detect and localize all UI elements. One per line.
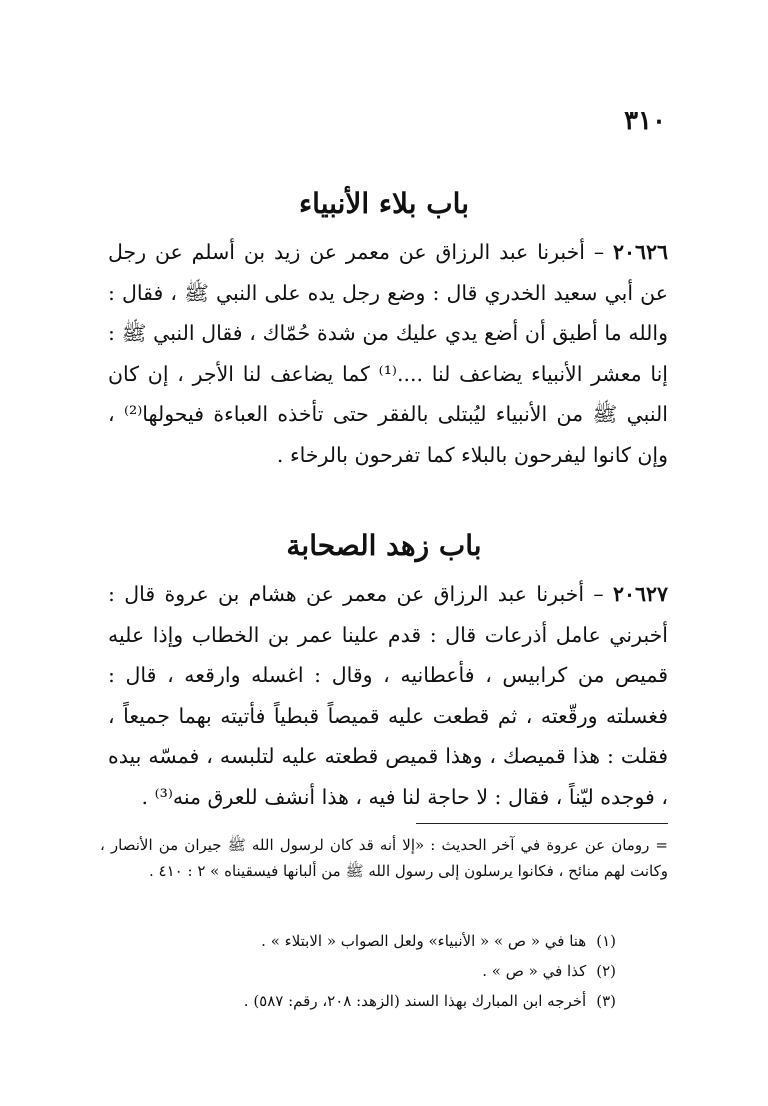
hadith-text: – أخبرنا عبد الرزاق عن معمر عن زيد بن أسلم عن رجل عن أبي سعيد الخدري قال : وضع رجل يده على النبي ﷺ ، فقال : والله ما أطيق أن أضع يدي عليك من شدة حُمّاك ، فقال النبي ﷺ : إنا معشر الأنبياء يضاعف لنا ....⁽¹⁾ كما يضاعف لنا الأجر ، إن كان النبي ﷺ من الأنبياء ليُبتلى بالفقر حتى تأخذه العباءة فيحولها⁽²⁾ ، وإن كانوا ليفرحون بالبلاء كما تفرحون بالرخاء . xyxy=(108,240,668,467)
footnote-item xyxy=(116,956,616,986)
hadith-paragraph xyxy=(108,574,668,817)
footnote-divider xyxy=(416,823,668,824)
footnote-text: أخرجه ابن المبارك بهذا السند (الزهد: ٢٠٨، رقم: ٥٨٧) . xyxy=(243,992,587,1010)
footnote-marker: (٣) xyxy=(596,992,616,1010)
footnote-list xyxy=(116,926,616,1016)
footnote-text: كذا في « ص » . xyxy=(482,962,587,980)
footnote-item xyxy=(116,926,616,956)
hadith-number: ٢٠٦٢٦ xyxy=(612,240,668,264)
footnote-text: هنا في « ص » « الأنبياء» ولعل الصواب « الابتلاء » . xyxy=(261,932,587,950)
footnote-item xyxy=(116,986,616,1016)
page-number: ٣١٠ xyxy=(624,106,666,136)
hadith-text: – أخبرنا عبد الرزاق عن معمر عن هشام بن عروة قال : أخبرني عامل أذرعات قال : قدم علينا عمر بن الخطاب وإذا عليه قميص من كرابيس ، فأعطانيه ، وقال : اغسله وارقعه ، قال : فغسلته ورقّعته ، ثم قطعت عليه قميصاً قبطياً فأتيته بهما جميعاً ، فقلت : هذا قميصك ، وهذا قميص قطعته عليه لتلبسه ، فمسّه بيده ، فوجده ليّناً ، فقال : لا حاجة لنا فيه ، هذا أنشف للعرق منه⁽³⁾ . xyxy=(108,582,668,809)
chapter-title-asceticism-of-companions: باب زهد الصحابة xyxy=(286,529,482,563)
footnote-marker: (١) xyxy=(596,932,616,950)
footnote-continuation: = رومان عن عروة في آخر الحديث : «إلا أنه قد كان لرسول الله ﷺ جيران من الأنصار ، وكانت لهم منائح ، فكانوا يرسلون إلى رسول الله ﷺ من ألبانها فيسقيناه » ٢ : ٤١٠ . xyxy=(100,836,668,880)
chapter-title-trials-of-prophets: باب بلاء الأنبياء xyxy=(299,187,469,221)
footnote-marker: (٢) xyxy=(596,962,616,980)
hadith-number: ٢٠٦٢٧ xyxy=(612,582,668,606)
hadith-paragraph xyxy=(108,232,668,475)
